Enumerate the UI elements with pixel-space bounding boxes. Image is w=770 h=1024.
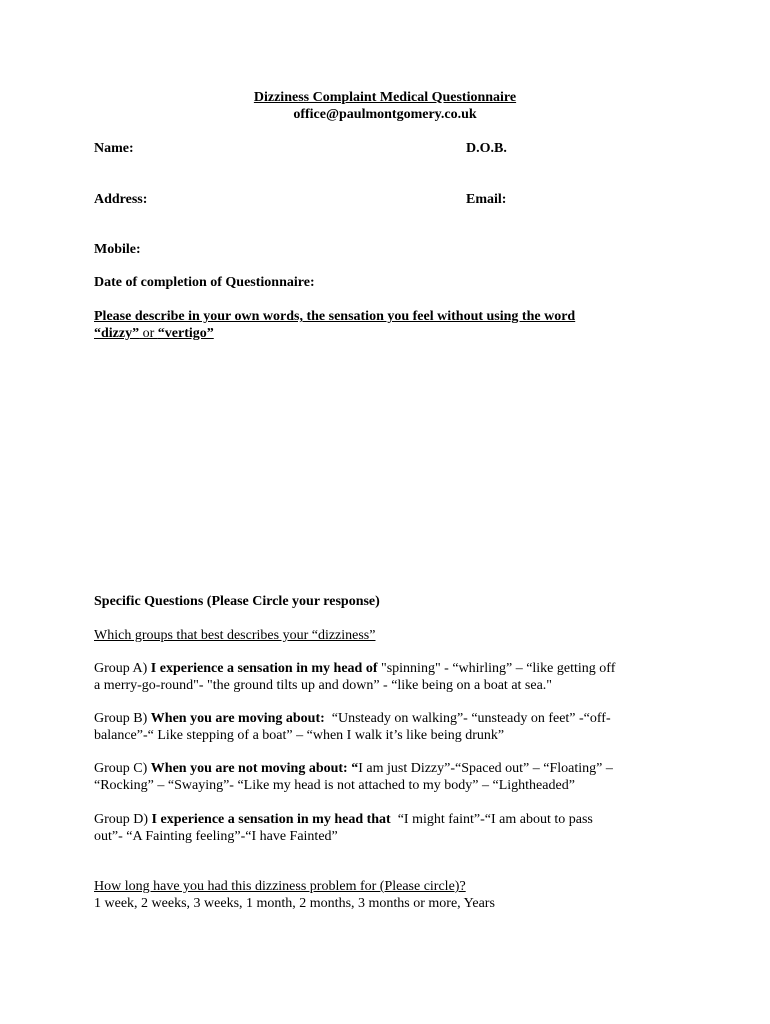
group-c-label: Group C) [94, 761, 151, 776]
document-title: Dizziness Complaint Medical Questionnaire [253, 90, 517, 105]
group-c [94, 760, 694, 794]
group-b-line2: balance”-“ Like stepping of a boat” – “when I walk it’s like being drunk” [94, 728, 505, 743]
group-d-bold: I experience a sensation in my head that [151, 812, 391, 827]
group-a-line2: a merry-go-round"- "the ground tilts up and down” - “like being on a boat at sea." [94, 678, 553, 693]
which-groups-question: Which groups that best describes your “dizziness” [94, 628, 376, 643]
group-d [94, 811, 694, 845]
group-d-label: Group D) [94, 812, 152, 827]
address-label: Address: [94, 192, 148, 207]
contact-email: office@paulmontgomery.co.uk [293, 107, 477, 122]
group-a-label: Group A) [94, 661, 151, 676]
name-label: Name: [94, 141, 134, 156]
dizzy-word: “dizzy” [94, 326, 140, 341]
describe-prompt-line2 [94, 325, 214, 342]
duration-options: 1 week, 2 weeks, 3 weeks, 1 month, 2 months, 3 months or more, Years [94, 896, 495, 911]
duration-question: How long have you had this dizziness problem for (Please circle)? [94, 879, 466, 894]
group-b [94, 710, 694, 744]
vertigo-word: “vertigo” [157, 326, 214, 341]
email-label: Email: [466, 192, 507, 207]
completion-date-label: Date of completion of Questionnaire: [94, 275, 315, 290]
group-d-line1: “I might faint”-“I am about to pass [390, 812, 593, 827]
describe-prompt-line1: Please describe in your own words, the sensation you feel without using the word [94, 309, 576, 324]
group-d-line2: out”- “A Fainting feeling”-“I have Fainted” [94, 829, 338, 844]
group-a-bold: I experience a sensation in my head of [150, 661, 381, 676]
mobile-label: Mobile: [94, 242, 141, 257]
group-c-bold: When you are not moving about: “ [150, 761, 359, 776]
group-a-line1: "spinning" - “whirling” – “like getting off [381, 661, 616, 676]
group-b-label: Group B) [94, 711, 151, 726]
group-c-line2: “Rocking” – “Swaying”- “Like my head is not attached to my body” – “Lightheaded” [94, 778, 575, 793]
specific-questions-heading: Specific Questions (Please Circle your response) [94, 594, 380, 609]
group-a [94, 660, 694, 694]
group-b-line1: “Unsteady on walking”- “unsteady on feet” -“off- [324, 711, 611, 726]
or-word: or [139, 326, 158, 341]
group-b-bold: When you are moving about: [150, 711, 325, 726]
dob-label: D.O.B. [466, 141, 507, 156]
group-c-line1: I am just Dizzy”-“Spaced out” – “Floating” – [358, 761, 613, 776]
